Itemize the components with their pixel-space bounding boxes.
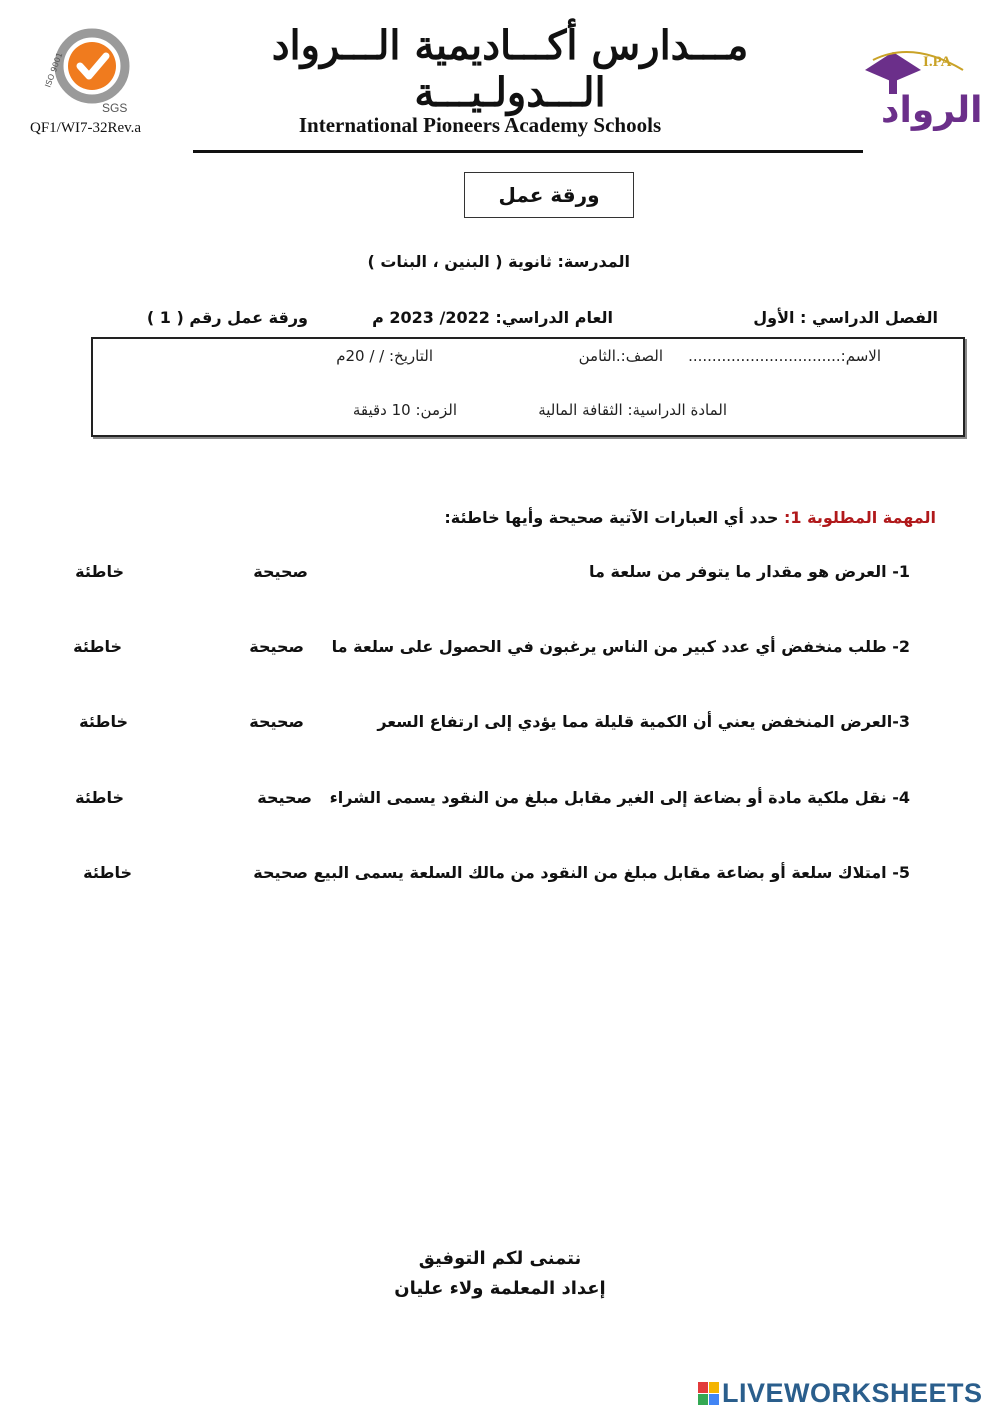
question-row	[60, 637, 910, 667]
date-field[interactable]: التاريخ: / / 20م	[336, 347, 433, 365]
question-row	[60, 788, 910, 818]
svg-text:SGS: SGS	[102, 101, 128, 115]
liveworksheets-icon	[698, 1382, 720, 1406]
subject-field: المادة الدراسية: الثقافة المالية	[538, 401, 727, 419]
iso-certification-logo	[40, 28, 140, 118]
svg-text:I.PA: I.PA	[923, 54, 952, 70]
true-option[interactable]: صحيحة	[253, 863, 308, 882]
closing-wish: نتمنى لكم التوفيق	[418, 1248, 582, 1269]
false-option[interactable]: خاطئة	[73, 637, 122, 656]
document-code: QF1/WI7-32Rev.a	[30, 120, 142, 136]
question-row	[60, 562, 910, 592]
task-heading	[380, 508, 936, 527]
false-option[interactable]: خاطئة	[83, 863, 132, 882]
svg-text:الرواد: الرواد	[881, 90, 983, 131]
question-text: 4- نقل ملكية مادة أو بضاعة إلى الغير مقابل مبلغ من النقود يسمى الشراء	[329, 788, 910, 807]
ipa-logo	[853, 30, 983, 140]
term-line	[130, 308, 938, 332]
false-option[interactable]: خاطئة	[75, 788, 124, 807]
true-option[interactable]: صحيحة	[257, 788, 312, 807]
question-text: 3-العرض المنخفض يعني أن الكمية قليلة مما يؤدي إلى ارتفاع السعر	[377, 712, 910, 731]
semester: الفصل الدراسي : الأول	[753, 308, 938, 327]
question-text: 5- امتلاك سلعة أو بضاعة مقابل مبلغ من النقود من مالك السلعة يسمى البيع	[313, 863, 910, 882]
true-option[interactable]: صحيحة	[249, 637, 304, 656]
school-name-arabic: مـــدارس أكـــاديمية الـــرواد الـــدولـيـــة	[271, 22, 749, 116]
question-text: 2- طلب منخفض أي عدد كبير من الناس يرغبون في الحصول على سلعة ما	[331, 637, 910, 656]
false-option[interactable]: خاطئة	[75, 562, 124, 581]
grade-field: الصف:.الثامن	[578, 347, 663, 365]
svg-text:ISO 9001: ISO 9001	[43, 51, 65, 89]
worksheet-number: ورقة عمل رقم ( 1 )	[146, 308, 308, 327]
student-info-box	[91, 337, 965, 437]
header-divider	[193, 150, 863, 153]
liveworksheets-brand[interactable]: LIVEWORKSHEETS	[722, 1378, 983, 1408]
time-field: الزمن: 10 دقيقة	[352, 401, 457, 419]
true-option[interactable]: صحيحة	[249, 712, 304, 731]
task-instruction: حدد أي العبارات الآتية صحيحة وأيها خاطئة:	[444, 508, 779, 527]
question-row	[60, 863, 910, 893]
teacher-credit: إعداد المعلمة ولاء عليان	[394, 1278, 606, 1299]
true-option[interactable]: صحيحة	[253, 562, 308, 581]
question-text: 1- العرض هو مقدار ما يتوفر من سلعة ما	[589, 562, 910, 581]
name-field[interactable]: الاسم:................................	[688, 347, 881, 365]
school-name-english: International Pioneers Academy Schools	[298, 113, 662, 137]
academic-year: العام الدراسي: 2022/ 2023 م	[372, 308, 613, 327]
false-option[interactable]: خاطئة	[79, 712, 128, 731]
task-label: المهمة المطلوبة 1:	[784, 508, 936, 527]
school-line: المدرسة: ثانوية ( البنين ، البنات )	[367, 252, 630, 271]
worksheet-title: ورقة عمل	[464, 172, 634, 218]
question-row	[60, 712, 910, 742]
